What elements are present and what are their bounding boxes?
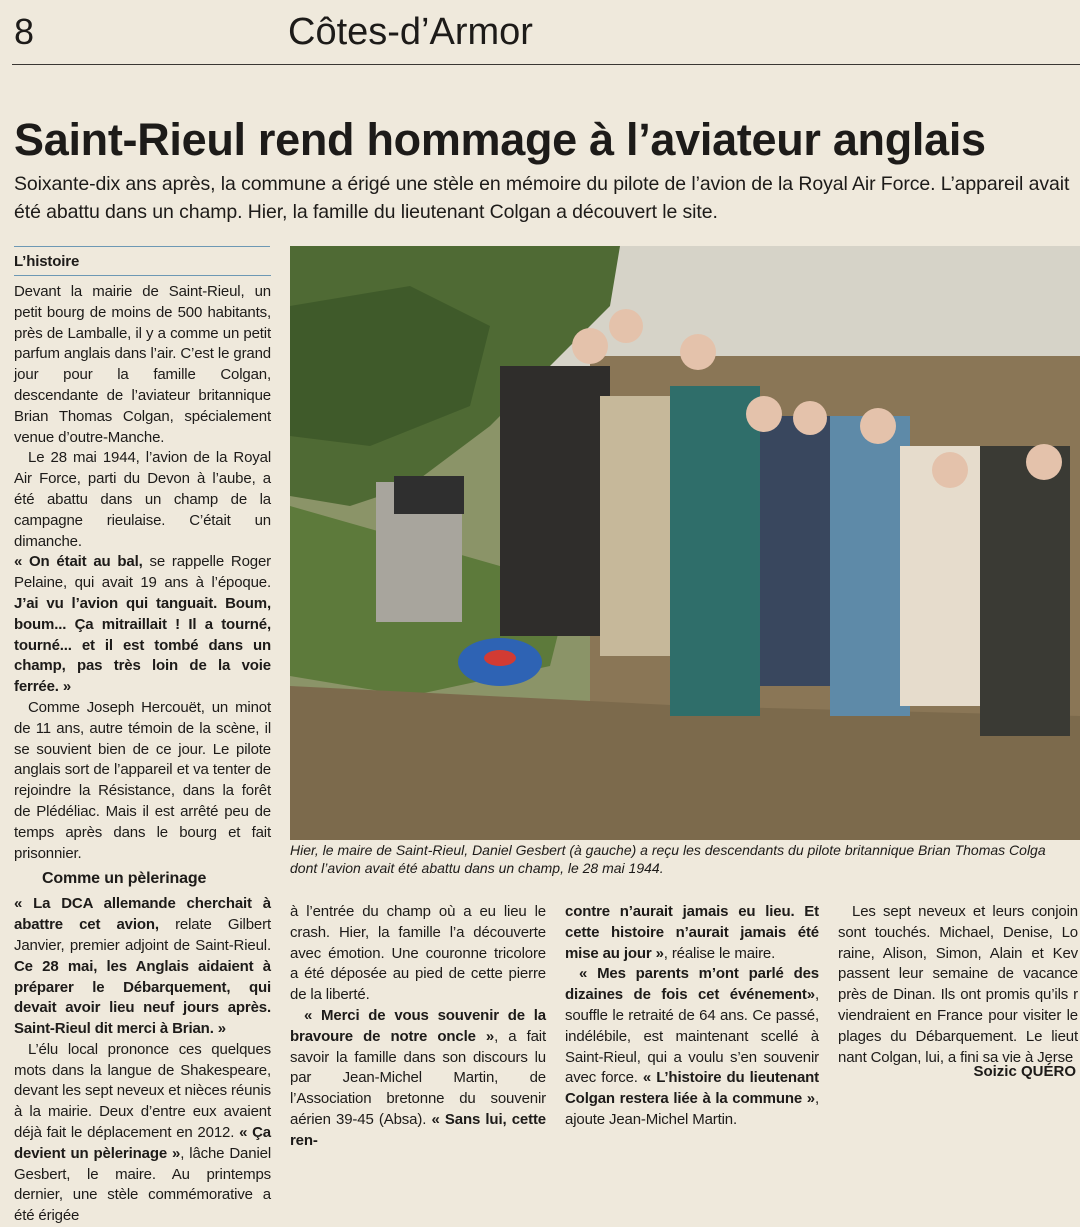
deck: Soixante-dix ans après, la commune a érigé une stèle en mémoire du pilote de l’avion de la Royal Air Force. L’appareil avait été abattu dans un champ. Hier, la famille du lieutenant Colgan a découvert le site. xyxy=(14,173,1070,223)
text: , a fait savoir la famille dans son discours lu par Jean-Michel Martin, de l’Association bretonne du souvenir aérien 39-45 (Absa). xyxy=(290,1027,546,1128)
kicker-rule xyxy=(14,246,270,247)
section-title: Côtes-d’Armor xyxy=(288,11,533,53)
quote: « Ça devient un pèlerinage » xyxy=(14,1124,271,1162)
kicker: L’histoire xyxy=(14,252,271,276)
text: relate Gilbert Janvier, premier adjoint de Saint-Rieul. xyxy=(14,916,271,954)
paragraph xyxy=(565,902,819,964)
quote: « Sans lui, cette ren- xyxy=(290,1110,546,1149)
header-rule xyxy=(12,64,1080,65)
subheading: Comme un pèlerinage xyxy=(42,870,207,888)
quote: « Merci de vous souvenir de la bravoure de notre oncle » xyxy=(290,1006,546,1045)
quote: contre n’aurait jamais eu lieu. Et cette histoire n’aurait jamais été mise au jour » xyxy=(565,903,819,962)
text: , lâche Daniel Gesbert, le maire. Au printemps dernier, une stèle commémorative a été érigée xyxy=(14,1144,271,1225)
text: , réalise le maire. xyxy=(663,944,776,962)
photo-caption xyxy=(290,842,1080,877)
quote: J’ai vu l’avion qui tanguait. Boum, boum... Ça mitraillait ! Il a tourné, tourné... et il est tombé dans un champ, pas très loin de la voie ferrée. » xyxy=(14,594,271,696)
column-2 xyxy=(290,902,546,1152)
paragraph xyxy=(290,1006,546,1152)
quote: « Mes parents m’ont parlé des dizaines de fois cet événement» xyxy=(565,965,819,1004)
paragraph xyxy=(565,964,819,1130)
column-4 xyxy=(838,902,1078,1068)
text: , ajoute Jean-Michel Martin. xyxy=(565,1090,819,1128)
quote: « On était au bal, xyxy=(14,553,143,571)
paragraph xyxy=(14,894,271,1040)
page-number: 8 xyxy=(14,11,35,52)
text: , souffle le retraité de 64 ans. Ce passé, indélébile, est maintenant scellé à Saint-Rieul, qui a voulu s’en souvenir avec force. xyxy=(565,986,819,1087)
photo xyxy=(290,246,1080,840)
column-1 xyxy=(14,252,271,1227)
text: se rappelle Roger Pelaine, qui avait 19 ans à l’époque. xyxy=(14,553,271,592)
paragraph: Comme Joseph Hercouët, un minot de 11 ans, autre témoin de la scène, il se souvient bien de ce jour. Le pilote anglais sort de l’appareil et va tenter de rejoindre la Résistance, dans la forêt de Plédéliac. Mais il est arrêté peu de temps après dans le bourg et fait prisonnier. xyxy=(14,698,271,862)
photo-illustration xyxy=(290,246,1080,840)
paragraph: Les sept neveux et leurs conjoin sont touchés. Michael, Denise, Lo raine, Alison, Simon, Alain et Kev passent leur semaine de vacance près de Dinan. Ils ont promis qu’ils r viendraient en France pour visiter le plages du Débarquement. Le lieut nant Colgan, lui, a fini sa vie à Jerse xyxy=(838,903,1078,1066)
headline: Saint-Rieul rend hommage à l’aviateur anglais xyxy=(14,114,986,165)
caption-line-1: Hier, le maire de Saint-Rieul, Daniel Gesbert (à gauche) a reçu les descendants du pilote britannique Brian Thomas Colga xyxy=(290,842,1046,858)
paragraph xyxy=(14,552,271,698)
quote: Ce 28 mai, les Anglais aidaient à préparer le Débarquement, qui devait avoir lieu neuf jours après. Saint-Rieul dit merci à Brian. » xyxy=(14,957,271,1038)
column-3 xyxy=(565,902,819,1131)
byline: Soizic QUÉRO xyxy=(973,1063,1076,1080)
paragraph: Devant la mairie de Saint-Rieul, un petit bourg de moins de 500 habitants, près de Lamballe, il y a comme un petit parfum anglais dans l’air. C’est le grand jour pour la famille Colgan, descendante de l’aviateur britannique Brian Thomas Colgan, spécialement venue d’outre-Manche. xyxy=(14,283,271,446)
caption-line-2: dont l’avion avait été abattu dans un champ, le 28 mai 1944. xyxy=(290,859,664,876)
quote: « L’histoire du lieutenant Colgan restera liée à la commune » xyxy=(565,1069,819,1108)
paragraph: Le 28 mai 1944, l’avion de la Royal Air Force, parti du Devon à l’aube, a été abattu dans un champ de la campagne rieulaise. C’était un dimanche. xyxy=(14,449,271,550)
paragraph: à l’entrée du champ où a eu lieu le crash. Hier, la famille l’a découverte avec émotion. Une couronne tricolore a été déposée au pied de cette pierre de la liberté. xyxy=(290,903,546,1004)
quote: « La DCA allemande cherchait à abattre cet avion, xyxy=(14,895,271,934)
text: L’élu local prononce ces quelques mots dans la langue de Shakespeare, devant les sept neveux et nièces réunis à la mairie. Deux d’entre eux avaient déjà fait le déplacement en 2012. xyxy=(14,1040,271,1142)
paragraph xyxy=(14,1040,271,1227)
